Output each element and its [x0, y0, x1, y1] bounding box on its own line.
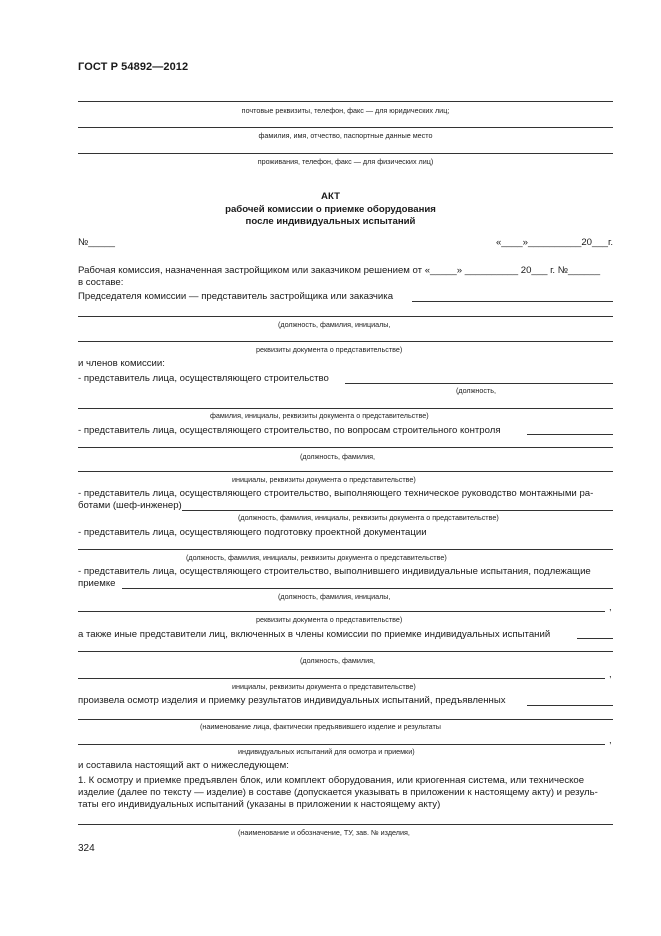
- others-label: а также иные представители лиц, включенных в члены комиссии по приемке индивидуальных испытаний: [78, 629, 551, 640]
- doc-subtitle-1: рабочей комиссии о приемке оборудования: [225, 204, 436, 215]
- caption: инициалы, реквизиты документа о представительстве): [232, 682, 416, 691]
- composition-label: и составила настоящий акт о нижеследующем:: [78, 760, 289, 771]
- blank-line: [577, 638, 613, 639]
- blank-line: [412, 301, 613, 302]
- blank-line: [78, 341, 613, 342]
- blank-line: [78, 316, 613, 317]
- caption: (наименование лица, фактически предъявившего изделие и результаты: [200, 722, 441, 731]
- blank-line: [78, 101, 613, 102]
- document-code: ГОСТ Р 54892—2012: [78, 61, 189, 73]
- blank-line: [78, 549, 613, 550]
- item-1-line-1: 1. К осмотру и приемке предъявлен блок, или комплект оборудования, или криогенная система, или техническое: [78, 775, 585, 786]
- blank-line: [78, 824, 613, 825]
- caption-residence: проживания, телефон, факс — для физических лиц): [257, 157, 434, 166]
- caption: (должность, фамилия, инициалы, реквизиты документа о представительстве): [238, 513, 499, 522]
- item-1-line-3: таты его индивидуальных испытаний (указаны в приложении к настоящему акту): [78, 799, 441, 810]
- caption: (должность, фамилия,: [300, 656, 375, 665]
- caption: реквизиты документа о представительстве): [256, 345, 403, 354]
- blank-line: [78, 447, 613, 448]
- blank-line: [78, 719, 613, 720]
- member-1: - представитель лица, осуществляющего строительство: [78, 373, 329, 384]
- member-3-line-2: ботами (шеф-инженер): [78, 500, 182, 511]
- blank-line: [78, 127, 613, 128]
- comma: ,: [609, 735, 612, 746]
- caption-person-name: фамилия, имя, отчество, паспортные данные место: [258, 131, 433, 140]
- doc-subtitle-2: после индивидуальных испытаний: [245, 216, 416, 227]
- inspection-label: произвела осмотр изделия и приемку результатов индивидуальных испытаний, предъявленных: [78, 695, 506, 706]
- member-5-line-2: приемке: [78, 578, 116, 589]
- caption: индивидуальных испытаний для осмотра и приемки): [238, 747, 415, 756]
- page-number: 324: [78, 843, 95, 854]
- paragraph-commission: Рабочая комиссия, назначенная застройщиком или заказчиком решением от «_____» __________ 20___ г. №______: [78, 265, 601, 276]
- blank-line: [78, 744, 605, 745]
- blank-line: [78, 408, 613, 409]
- member-5-line-1: - представитель лица, осуществляющего строительство, выполнившего индивидуальные испытания, подлежащие: [78, 566, 591, 577]
- caption: (должность,: [456, 386, 497, 395]
- caption: (должность, фамилия,: [300, 452, 375, 461]
- paragraph-composition: в составе:: [78, 277, 124, 288]
- caption: (наименование и обозначение, ТУ, зав. № изделия,: [238, 828, 410, 837]
- caption-legal-entity: почтовые реквизиты, телефон, факс — для юридических лиц;: [241, 106, 450, 115]
- blank-line: [527, 705, 613, 706]
- blank-line: [78, 153, 613, 154]
- blank-line: [122, 588, 613, 589]
- member-4: - представитель лица, осуществляющего подготовку проектной документации: [78, 527, 427, 538]
- comma: ,: [609, 669, 612, 680]
- doc-title: АКТ: [321, 191, 340, 202]
- member-3-line-1: - представитель лица, осуществляющего строительство, выполняющего техническое руководство монтажными ра-: [78, 488, 594, 499]
- blank-line: [182, 510, 613, 511]
- blank-line: [78, 471, 613, 472]
- caption: (должность, фамилия, инициалы, реквизиты документа о представительстве): [186, 553, 447, 562]
- member-2: - представитель лица, осуществляющего строительство, по вопросам строительного контроля: [78, 425, 501, 436]
- caption: фамилия, инициалы, реквизиты документа о представительстве): [210, 411, 429, 420]
- caption: (должность, фамилия, инициалы,: [278, 320, 391, 329]
- caption: реквизиты документа о представительстве): [256, 615, 403, 624]
- blank-line: [78, 651, 613, 652]
- blank-line: [78, 678, 605, 679]
- caption: (должность, фамилия, инициалы,: [278, 592, 391, 601]
- blank-line: [78, 611, 605, 612]
- caption: инициалы, реквизиты документа о представительстве): [232, 475, 416, 484]
- item-1-line-2: изделие (далее по тексту — изделие) в составе (допускается указывать в приложении к настоящему акту) и резуль-: [78, 787, 598, 798]
- blank-line: [527, 434, 613, 435]
- members-label: и членов комиссии:: [78, 358, 165, 369]
- comma: ,: [609, 602, 612, 613]
- act-date: «____»__________20___г.: [495, 237, 613, 248]
- blank-line: [345, 383, 613, 384]
- chairman-label: Председателя комиссии — представитель застройщика или заказчика: [78, 291, 394, 302]
- act-number: №_____: [78, 237, 115, 248]
